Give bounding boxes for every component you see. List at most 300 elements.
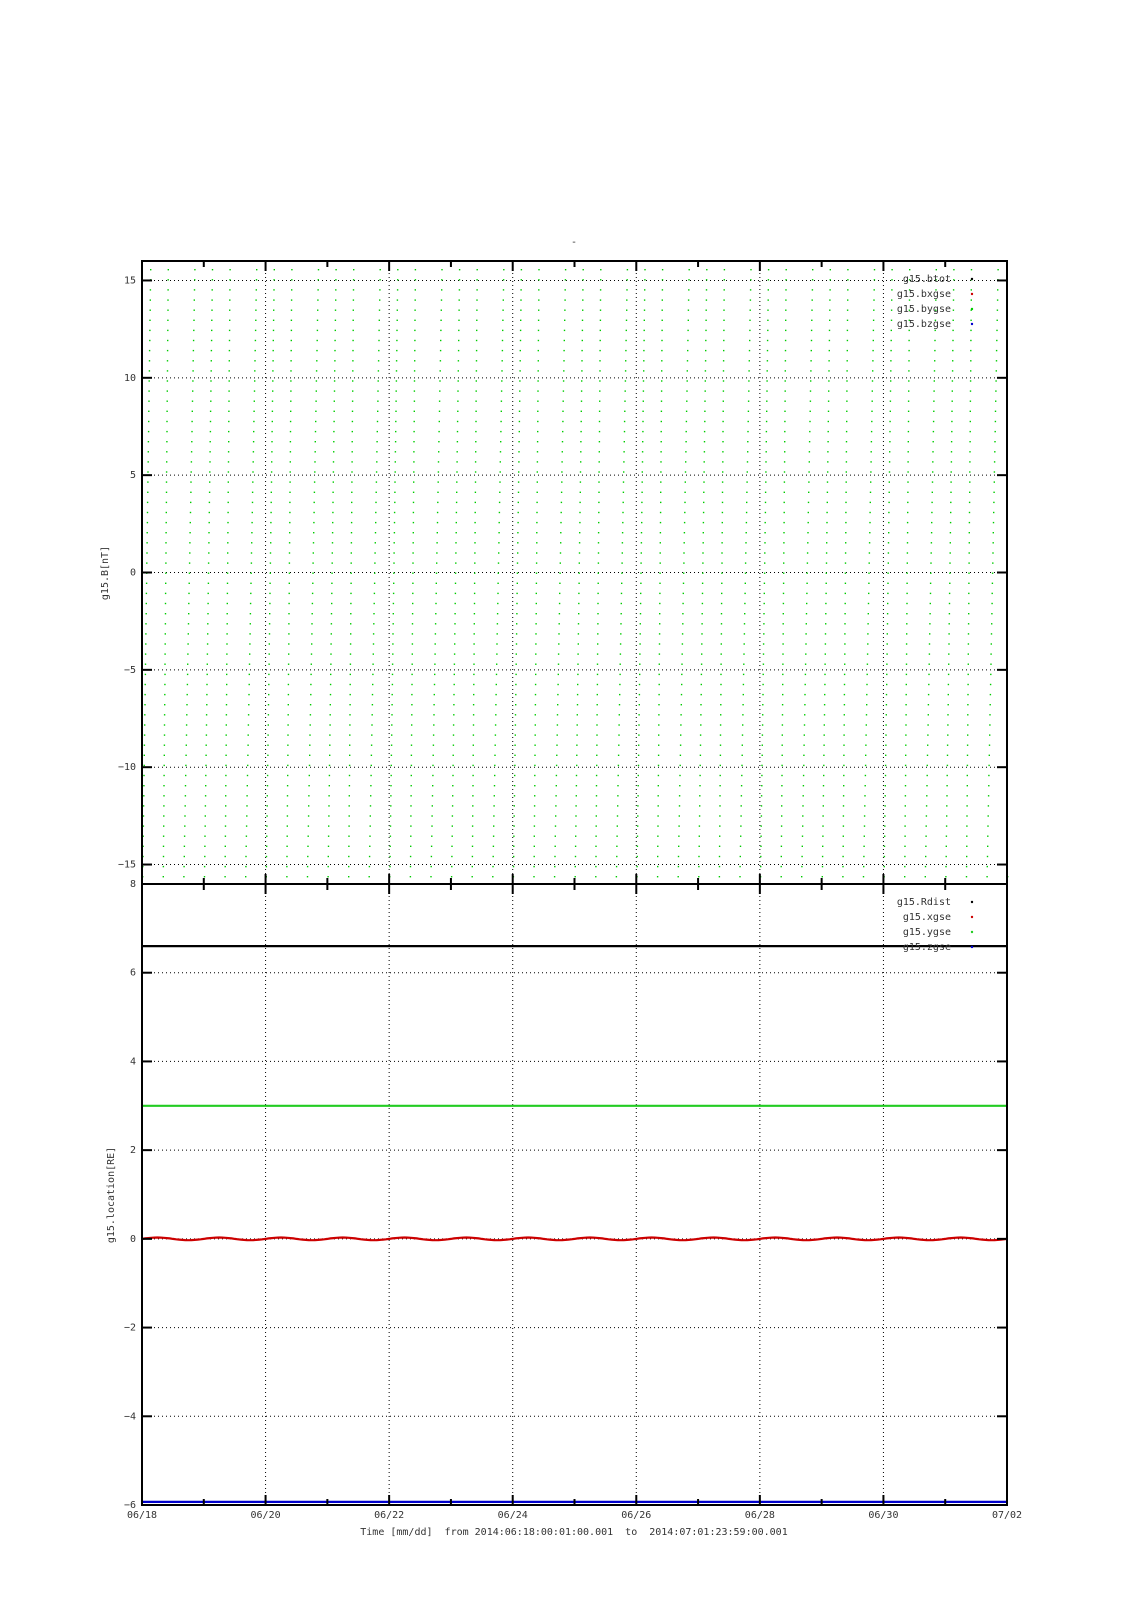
- bygse-data-point: [595, 846, 596, 847]
- bygse-data-point: [255, 310, 256, 311]
- bygse-data-point: [596, 755, 597, 756]
- bygse-data-point: [659, 603, 660, 604]
- bygse-data-point: [968, 583, 969, 584]
- bygse-data-point: [211, 299, 212, 300]
- bygse-data-point: [688, 299, 689, 300]
- bygse-data-point: [498, 562, 499, 563]
- bygse-data-point: [971, 269, 972, 270]
- bygse-data-point: [268, 704, 269, 705]
- bygse-data-point: [846, 481, 847, 482]
- bygse-data-point: [514, 815, 515, 816]
- bygse-data-point: [905, 724, 906, 725]
- y-tick-label: −15: [117, 859, 136, 871]
- bygse-data-point: [536, 613, 537, 614]
- bygse-data-point: [537, 401, 538, 402]
- bygse-data-point: [271, 481, 272, 482]
- bygse-data-point: [476, 360, 477, 361]
- bygse-data-point: [642, 451, 643, 452]
- bygse-data-point: [459, 299, 460, 300]
- bygse-data-point: [555, 836, 556, 837]
- bygse-data-point: [329, 765, 330, 766]
- bygse-data-point: [502, 330, 503, 331]
- bygse-data-point: [761, 785, 762, 786]
- bygse-data-point: [704, 401, 705, 402]
- bygse-data-point: [225, 795, 226, 796]
- bygse-data-point: [495, 694, 496, 695]
- bygse-data-point: [165, 613, 166, 614]
- bygse-data-point: [273, 289, 274, 290]
- y-tick-label: −2: [123, 1322, 136, 1334]
- bygse-data-point: [410, 805, 411, 806]
- legend-entry-marker: [971, 931, 973, 933]
- bygse-data-point: [184, 846, 185, 847]
- bygse-data-point: [871, 441, 872, 442]
- bygse-data-point: [412, 603, 413, 604]
- bygse-data-point: [309, 775, 310, 776]
- bygse-data-point: [437, 522, 438, 523]
- bygse-data-point: [720, 734, 721, 735]
- bygse-data-point: [929, 643, 930, 644]
- bygse-data-point: [581, 401, 582, 402]
- bygse-data-point: [827, 471, 828, 472]
- bygse-data-point: [996, 340, 997, 341]
- bygse-data-point: [847, 340, 848, 341]
- bygse-data-point: [621, 593, 622, 594]
- bygse-data-point: [637, 825, 638, 826]
- bygse-data-point: [149, 330, 150, 331]
- bygse-data-point: [454, 674, 455, 675]
- bygse-data-point: [865, 734, 866, 735]
- bygse-data-point: [990, 704, 991, 705]
- bygse-data-point: [414, 411, 415, 412]
- bygse-data-point: [353, 320, 354, 321]
- bygse-data-point: [313, 532, 314, 533]
- bygse-data-point: [144, 714, 145, 715]
- bygse-data-point: [143, 815, 144, 816]
- bygse-data-point: [598, 481, 599, 482]
- bygse-data-point: [659, 593, 660, 594]
- bygse-data-point: [706, 269, 707, 270]
- bygse-data-point: [451, 866, 452, 867]
- bygse-data-point: [410, 866, 411, 867]
- bygse-data-point: [703, 502, 704, 503]
- bygse-data-point: [370, 805, 371, 806]
- bygse-data-point: [270, 573, 271, 574]
- bygse-data-point: [333, 431, 334, 432]
- bygse-data-point: [207, 674, 208, 675]
- bygse-data-point: [434, 664, 435, 665]
- bygse-data-point: [950, 552, 951, 553]
- bygse-data-point: [748, 401, 749, 402]
- bygse-data-point: [884, 805, 885, 806]
- bygse-data-point: [762, 684, 763, 685]
- bygse-data-point: [287, 815, 288, 816]
- bygse-data-point: [748, 421, 749, 422]
- bygse-data-point: [286, 856, 287, 857]
- bygse-data-point: [433, 714, 434, 715]
- bygse-data-point: [891, 279, 892, 280]
- bygse-data-point: [885, 775, 886, 776]
- bygse-data-point: [822, 846, 823, 847]
- bygse-data-point: [679, 795, 680, 796]
- bygse-data-point: [706, 299, 707, 300]
- bygse-data-point: [207, 623, 208, 624]
- bygse-data-point: [534, 815, 535, 816]
- bygse-data-point: [273, 330, 274, 331]
- bygse-data-point: [502, 310, 503, 311]
- bygse-data-point: [287, 734, 288, 735]
- bygse-data-point: [538, 269, 539, 270]
- bygse-data-point: [439, 390, 440, 391]
- bygse-data-point: [393, 623, 394, 624]
- bygse-data-point: [827, 481, 828, 482]
- bygse-data-point: [785, 330, 786, 331]
- bygse-data-point: [376, 492, 377, 493]
- bygse-data-point: [934, 370, 935, 371]
- bygse-data-point: [720, 664, 721, 665]
- bygse-data-point: [826, 573, 827, 574]
- bygse-data-point: [274, 269, 275, 270]
- bygse-data-point: [644, 310, 645, 311]
- bygse-data-point: [642, 421, 643, 422]
- bygse-data-point: [191, 451, 192, 452]
- bygse-data-point: [440, 340, 441, 341]
- bygse-data-point: [763, 613, 764, 614]
- bygse-data-point: [704, 461, 705, 462]
- bygse-data-point: [492, 876, 493, 877]
- bygse-data-point: [494, 755, 495, 756]
- bygse-data-point: [805, 664, 806, 665]
- bygse-data-point: [967, 765, 968, 766]
- bygse-data-point: [687, 340, 688, 341]
- bygse-data-point: [686, 431, 687, 432]
- bygse-data-point: [562, 441, 563, 442]
- bygse-data-point: [455, 593, 456, 594]
- bygse-data-point: [555, 795, 556, 796]
- bygse-data-point: [329, 724, 330, 725]
- bygse-data-point: [348, 876, 349, 877]
- bygse-data-point: [781, 765, 782, 766]
- bygse-data-point: [870, 502, 871, 503]
- bygse-data-point: [474, 623, 475, 624]
- bygse-data-point: [493, 825, 494, 826]
- bygse-data-point: [268, 684, 269, 685]
- bygse-data-point: [473, 714, 474, 715]
- bygse-data-point: [749, 330, 750, 331]
- bygse-data-point: [437, 532, 438, 533]
- bygse-data-point: [492, 866, 493, 867]
- bygse-data-point: [658, 704, 659, 705]
- bygse-data-point: [884, 846, 885, 847]
- bygse-data-point: [846, 401, 847, 402]
- bygse-data-point: [391, 734, 392, 735]
- bygse-data-point: [291, 279, 292, 280]
- bygse-data-point: [807, 573, 808, 574]
- bygse-data-point: [844, 623, 845, 624]
- bygse-data-point: [623, 471, 624, 472]
- bygse-data-point: [641, 532, 642, 533]
- bygse-data-point: [598, 492, 599, 493]
- bygse-data-point: [640, 633, 641, 634]
- bygse-data-point: [148, 411, 149, 412]
- bygse-data-point: [867, 623, 868, 624]
- bygse-data-point: [926, 825, 927, 826]
- bygse-data-point: [439, 380, 440, 381]
- bygse-data-point: [394, 481, 395, 482]
- bygse-data-point: [456, 522, 457, 523]
- bygse-data-point: [329, 775, 330, 776]
- bygse-data-point: [410, 815, 411, 816]
- bygse-data-point: [289, 481, 290, 482]
- bygse-data-point: [556, 755, 557, 756]
- bygse-data-point: [746, 522, 747, 523]
- bygse-data-point: [826, 542, 827, 543]
- bygse-data-point: [887, 633, 888, 634]
- bygse-data-point: [704, 411, 705, 412]
- bygse-data-point: [436, 562, 437, 563]
- bygse-data-point: [145, 674, 146, 675]
- bygse-data-point: [390, 825, 391, 826]
- bygse-data-point: [412, 623, 413, 624]
- bygse-data-point: [845, 502, 846, 503]
- bygse-data-point: [762, 704, 763, 705]
- bygse-data-point: [475, 451, 476, 452]
- bygse-data-point: [846, 461, 847, 462]
- bygse-data-point: [374, 583, 375, 584]
- bygse-data-point: [535, 633, 536, 634]
- bygse-data-point: [537, 471, 538, 472]
- bygse-data-point: [844, 664, 845, 665]
- bygse-data-point: [431, 825, 432, 826]
- bygse-data-point: [723, 390, 724, 391]
- bygse-data-point: [290, 411, 291, 412]
- bygse-data-point: [639, 674, 640, 675]
- bygse-data-point: [194, 289, 195, 290]
- bygse-data-point: [781, 876, 782, 877]
- bygse-data-point: [764, 583, 765, 584]
- bygse-data-point: [688, 289, 689, 290]
- bygse-data-point: [267, 805, 268, 806]
- bygse-data-point: [453, 734, 454, 735]
- bygse-data-point: [828, 401, 829, 402]
- y-tick-label: 5: [129, 470, 136, 482]
- bygse-data-point: [949, 603, 950, 604]
- bygse-data-point: [748, 380, 749, 381]
- bygse-data-point: [699, 775, 700, 776]
- bygse-data-point: [535, 684, 536, 685]
- bygse-data-point: [565, 289, 566, 290]
- bygse-data-point: [271, 461, 272, 462]
- bygse-data-point: [229, 380, 230, 381]
- bygse-data-point: [166, 421, 167, 422]
- bygse-data-point: [639, 643, 640, 644]
- x-axis-footer: Time [mm/dd] from 2014:06:18:00:01:00.001 to 2014:07:01:23:59:00.001: [360, 1527, 788, 1538]
- bygse-data-point: [498, 542, 499, 543]
- bygse-data-point: [951, 461, 952, 462]
- bygse-data-point: [578, 603, 579, 604]
- bygse-data-point: [847, 289, 848, 290]
- bygse-data-point: [967, 785, 968, 786]
- bygse-data-point: [688, 279, 689, 280]
- bygse-data-point: [514, 785, 515, 786]
- bygse-data-point: [828, 390, 829, 391]
- bygse-data-point: [379, 279, 380, 280]
- bygse-data-point: [193, 330, 194, 331]
- bygse-data-point: [475, 441, 476, 442]
- bygse-data-point: [313, 542, 314, 543]
- bygse-data-point: [307, 866, 308, 867]
- bygse-data-point: [266, 825, 267, 826]
- bygse-data-point: [515, 714, 516, 715]
- bygse-data-point: [750, 279, 751, 280]
- bygse-data-point: [561, 512, 562, 513]
- bygse-data-point: [245, 876, 246, 877]
- bygse-data-point: [689, 269, 690, 270]
- bygse-data-point: [843, 755, 844, 756]
- bygse-data-point: [637, 805, 638, 806]
- bygse-data-point: [781, 856, 782, 857]
- bygse-data-point: [436, 552, 437, 553]
- bygse-data-point: [249, 674, 250, 675]
- bygse-data-point: [145, 623, 146, 624]
- bygse-data-point: [316, 390, 317, 391]
- bygse-data-point: [206, 714, 207, 715]
- bygse-data-point: [887, 613, 888, 614]
- bygse-data-point: [410, 836, 411, 837]
- bygse-data-point: [767, 330, 768, 331]
- bygse-data-point: [782, 704, 783, 705]
- bygse-data-point: [315, 401, 316, 402]
- bygse-data-point: [580, 431, 581, 432]
- bygse-data-point: [825, 623, 826, 624]
- bygse-data-point: [353, 279, 354, 280]
- bygse-data-point: [597, 603, 598, 604]
- bygse-data-point: [660, 461, 661, 462]
- bygse-data-point: [822, 876, 823, 877]
- bygse-data-point: [441, 269, 442, 270]
- bygse-data-point: [639, 694, 640, 695]
- bygse-data-point: [451, 846, 452, 847]
- bygse-data-point: [455, 542, 456, 543]
- bygse-data-point: [394, 502, 395, 503]
- bygse-data-point: [970, 360, 971, 361]
- bygse-data-point: [967, 745, 968, 746]
- bygse-data-point: [719, 856, 720, 857]
- bygse-data-point: [908, 411, 909, 412]
- bygse-data-point: [329, 785, 330, 786]
- bygse-data-point: [989, 755, 990, 756]
- bygse-data-point: [459, 269, 460, 270]
- bygse-data-point: [867, 643, 868, 644]
- bygse-data-point: [826, 522, 827, 523]
- bygse-data-point: [872, 360, 873, 361]
- bygse-data-point: [681, 674, 682, 675]
- bygse-data-point: [890, 401, 891, 402]
- bygse-data-point: [435, 633, 436, 634]
- bygse-data-point: [783, 532, 784, 533]
- bygse-data-point: [560, 542, 561, 543]
- bygse-data-point: [390, 815, 391, 816]
- bygse-data-point: [269, 623, 270, 624]
- bygse-data-point: [253, 421, 254, 422]
- bygse-data-point: [272, 401, 273, 402]
- bygse-data-point: [273, 340, 274, 341]
- bygse-data-point: [514, 765, 515, 766]
- bygse-data-point: [781, 815, 782, 816]
- bygse-data-point: [808, 492, 809, 493]
- bygse-data-point: [371, 755, 372, 756]
- bygse-data-point: [949, 583, 950, 584]
- bygse-data-point: [335, 269, 336, 270]
- bygse-data-point: [533, 876, 534, 877]
- bygse-data-point: [683, 573, 684, 574]
- bygse-data-point: [683, 593, 684, 594]
- bygse-data-point: [453, 704, 454, 705]
- bygse-data-point: [538, 310, 539, 311]
- bygse-data-point: [864, 825, 865, 826]
- bygse-data-point: [825, 593, 826, 594]
- bygse-data-point: [537, 461, 538, 462]
- bygse-data-point: [194, 269, 195, 270]
- bygse-data-point: [227, 583, 228, 584]
- y-tick-label: 0: [129, 1233, 136, 1245]
- bygse-data-point: [352, 421, 353, 422]
- bygse-data-point: [189, 552, 190, 553]
- bygse-data-point: [394, 492, 395, 493]
- bygse-data-point: [189, 573, 190, 574]
- bygse-data-point: [761, 795, 762, 796]
- bygse-data-point: [681, 684, 682, 685]
- bygse-data-point: [453, 714, 454, 715]
- bygse-data-point: [888, 532, 889, 533]
- bygse-data-point: [721, 623, 722, 624]
- bygse-data-point: [657, 856, 658, 857]
- bygse-data-point: [229, 310, 230, 311]
- bygse-data-point: [847, 279, 848, 280]
- bygse-data-point: [740, 825, 741, 826]
- bygse-data-point: [950, 542, 951, 543]
- bygse-data-point: [149, 350, 150, 351]
- bygse-data-point: [742, 755, 743, 756]
- bygse-data-point: [208, 573, 209, 574]
- bygse-data-point: [456, 471, 457, 472]
- bygse-data-point: [704, 451, 705, 452]
- bygse-data-point: [329, 734, 330, 735]
- bygse-data-point: [534, 795, 535, 796]
- bygse-data-point: [247, 745, 248, 746]
- bygse-data-point: [411, 694, 412, 695]
- bygse-data-point: [891, 320, 892, 321]
- bygse-data-point: [803, 755, 804, 756]
- bygse-data-point: [745, 583, 746, 584]
- bygse-data-point: [705, 390, 706, 391]
- bygse-data-point: [248, 724, 249, 725]
- bygse-data-point: [534, 856, 535, 857]
- bygse-data-point: [212, 269, 213, 270]
- bygse-data-point: [439, 401, 440, 402]
- bygse-data-point: [204, 876, 205, 877]
- bygse-data-point: [723, 340, 724, 341]
- bygse-data-point: [804, 724, 805, 725]
- bygse-data-point: [600, 279, 601, 280]
- bygse-data-point: [351, 542, 352, 543]
- bygse-data-point: [205, 815, 206, 816]
- bygse-data-point: [288, 633, 289, 634]
- bygse-data-point: [948, 684, 949, 685]
- bygse-data-point: [563, 350, 564, 351]
- bygse-data-point: [682, 623, 683, 624]
- bygse-data-point: [699, 815, 700, 816]
